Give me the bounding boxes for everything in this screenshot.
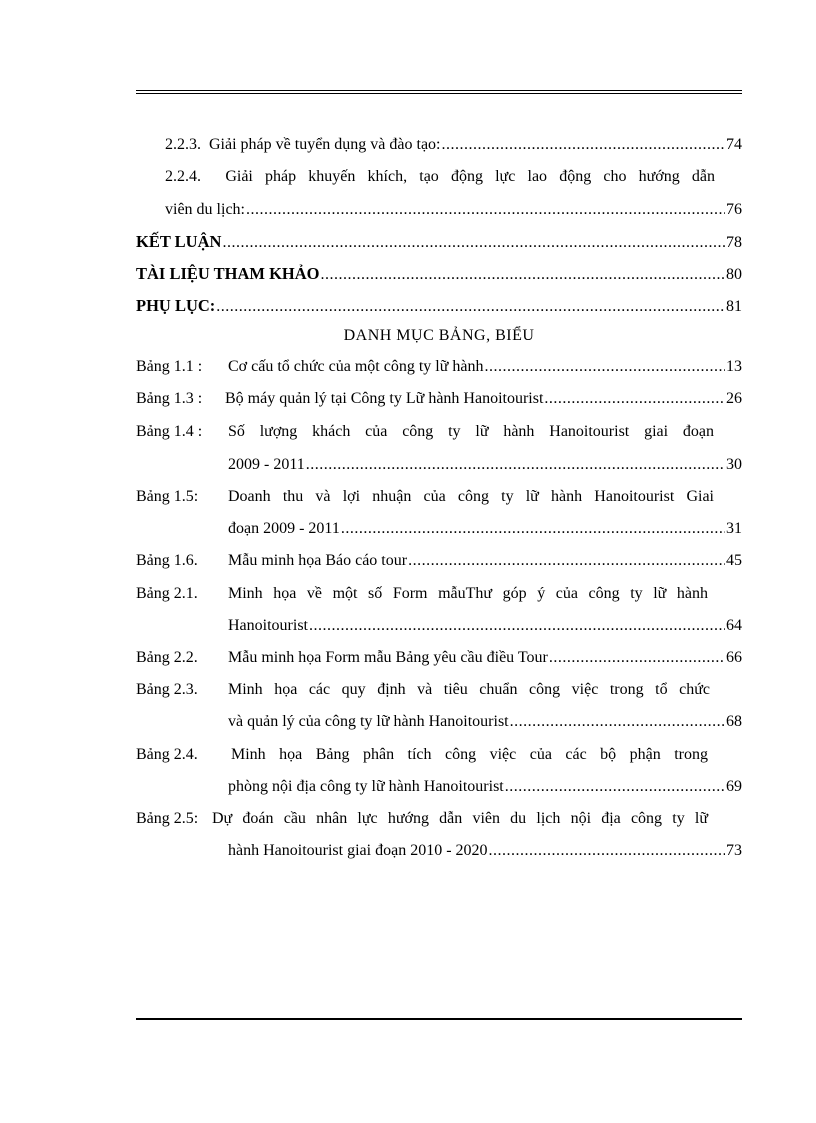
table-entry-2-3 bbox=[228, 712, 742, 734]
table-entry-1-6 bbox=[228, 551, 742, 573]
toc-entry-title: KẾT LUẬN bbox=[136, 232, 222, 251]
toc-entry-phu-luc bbox=[136, 296, 742, 318]
table-label: Bảng 2.4. bbox=[136, 746, 198, 763]
table-title: Doanh thu và lợi nhuận của công ty lữ hành Hanoitourist Giai bbox=[228, 488, 714, 505]
table-entry-2-4 bbox=[228, 777, 742, 799]
table-label: Bảng 2.5: bbox=[136, 810, 199, 827]
toc-entry-ket-luan bbox=[136, 232, 742, 254]
table-title: Cơ cấu tổ chức của một công ty lữ hành bbox=[228, 358, 484, 375]
table-page: 30 bbox=[726, 456, 742, 473]
table-page: 66 bbox=[726, 649, 742, 666]
table-title: Minh họa các quy định và tiêu chuẩn công việc trong tổ chức bbox=[228, 681, 710, 698]
toc-entry-title: Giải pháp khuyến khích, tạo động lực lao động cho hướng dẫn bbox=[225, 168, 716, 185]
toc-entry-page: 80 bbox=[726, 266, 742, 283]
table-title: Minh họa Bảng phân tích công việc của các bộ phận trong bbox=[231, 746, 708, 763]
header-rule bbox=[136, 90, 742, 94]
table-page: 68 bbox=[726, 713, 742, 730]
dot-leader bbox=[505, 777, 725, 797]
table-page: 31 bbox=[726, 520, 742, 537]
table-title: hành Hanoitourist giai đoạn 2010 - 2020 bbox=[228, 842, 488, 859]
dot-leader bbox=[341, 519, 725, 539]
table-title: Hanoitourist bbox=[228, 617, 308, 634]
table-title: phòng nội địa công ty lữ hành Hanoitourist bbox=[228, 778, 504, 795]
table-label: Bảng 1.3 : bbox=[136, 390, 203, 407]
dot-leader bbox=[510, 712, 725, 732]
table-page: 26 bbox=[726, 390, 742, 407]
toc-entry-2-2-4 bbox=[165, 200, 742, 222]
table-page: 13 bbox=[726, 358, 742, 375]
toc-entry-page: 76 bbox=[726, 201, 742, 218]
table-entry-1-1 bbox=[228, 357, 742, 379]
footer-rule bbox=[136, 1018, 742, 1020]
table-label: Bảng 1.1 : bbox=[136, 358, 203, 375]
toc-entry-page: 74 bbox=[726, 136, 742, 153]
toc-entry-page: 78 bbox=[726, 234, 742, 251]
table-page: 45 bbox=[726, 552, 742, 569]
table-entry-1-3 bbox=[225, 389, 742, 411]
toc-entry-number: 2.2.4. bbox=[165, 168, 201, 185]
toc-entry-title: TÀI LIỆU THAM KHẢO bbox=[136, 264, 320, 283]
dot-leader bbox=[544, 389, 725, 409]
table-label: Bảng 2.3. bbox=[136, 681, 198, 698]
table-title: Mẫu minh họa Báo cáo tour bbox=[228, 552, 408, 569]
table-title: và quản lý của công ty lữ hành Hanoitourist bbox=[228, 713, 509, 730]
table-entry-2-5 bbox=[228, 841, 742, 863]
dot-leader bbox=[306, 455, 725, 475]
table-title: 2009 - 2011 bbox=[228, 456, 305, 473]
table-title: Bộ máy quản lý tại Công ty Lữ hành Hanoitourist bbox=[225, 390, 544, 407]
table-entry-2-2 bbox=[228, 648, 742, 670]
list-heading: DANH MỤC BẢNG, BIỂU bbox=[343, 327, 535, 344]
dot-leader bbox=[309, 616, 725, 636]
table-title: Số lượng khách của công ty lữ hành Hanoitourist giai đoạn bbox=[228, 423, 714, 440]
table-label: Bảng 1.6. bbox=[136, 552, 198, 569]
toc-entry-title: Giải pháp về tuyển dụng và đào tạo: bbox=[209, 136, 441, 153]
dot-leader bbox=[549, 648, 725, 668]
table-title: Mẫu minh họa Form mẫu Bảng yêu cầu điều Tour bbox=[228, 649, 548, 666]
table-entry-1-4 bbox=[228, 455, 742, 477]
table-entry-1-5 bbox=[228, 519, 742, 541]
table-label: Bảng 1.5: bbox=[136, 488, 199, 505]
dot-leader bbox=[489, 841, 725, 861]
toc-entry-page: 81 bbox=[726, 298, 742, 315]
table-page: 69 bbox=[726, 778, 742, 795]
table-label: Bảng 1.4 : bbox=[136, 423, 203, 440]
toc-entry-title: viên du lịch: bbox=[165, 201, 245, 218]
dot-leader bbox=[485, 357, 725, 377]
table-label: Bảng 2.2. bbox=[136, 649, 198, 666]
table-page: 64 bbox=[726, 617, 742, 634]
table-label: Bảng 2.1. bbox=[136, 585, 198, 602]
table-title: Minh họa về một số Form mẫuThư góp ý của công ty lữ hành bbox=[228, 585, 708, 602]
dot-leader bbox=[408, 551, 725, 571]
table-page: 73 bbox=[726, 842, 742, 859]
table-entry-2-1 bbox=[228, 616, 742, 638]
toc-entry-2-2-4-line1 bbox=[165, 167, 715, 187]
dot-leader bbox=[216, 297, 725, 317]
toc-entry-tai-lieu bbox=[136, 264, 742, 286]
table-title: đoạn 2009 - 2011 bbox=[228, 520, 340, 537]
toc-entry-2-2-3 bbox=[165, 135, 742, 157]
toc-entry-title: PHỤ LỤC: bbox=[136, 296, 216, 315]
table-title: Dự đoán cầu nhân lực hướng dẫn viên du lịch nội địa công ty lữ bbox=[212, 810, 708, 827]
dot-leader bbox=[321, 265, 725, 285]
dot-leader bbox=[246, 200, 725, 220]
dot-leader bbox=[442, 135, 726, 155]
dot-leader bbox=[222, 233, 725, 253]
toc-entry-number: 2.2.3. bbox=[165, 136, 201, 153]
